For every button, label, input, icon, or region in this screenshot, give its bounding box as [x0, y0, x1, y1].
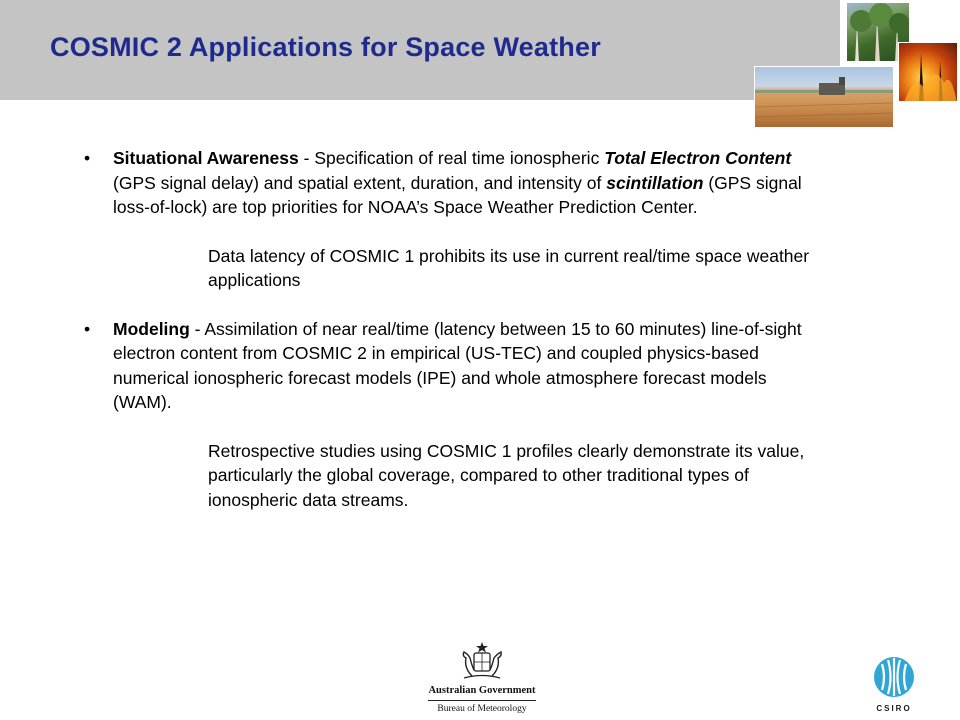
- slide-title: COSMIC 2 Applications for Space Weather: [50, 32, 601, 62]
- coat-of-arms-icon: [452, 640, 512, 682]
- bullet-text: - Assimilation of near real/time (latency between 15 to 60 minutes) line-of-sight electron content from COSMIC 2 in empirical (US-TEC) and coupled physics-based numerical ionospheric forecast models (IPE) and whole atmosphere forecast models (WAM).: [113, 318, 802, 412]
- divider: [428, 700, 536, 701]
- bullet-modeling: [84, 317, 824, 513]
- bullet-marker: •: [84, 318, 91, 339]
- bullet-situational-awareness: [84, 146, 824, 293]
- bullet-text: (GPS signal delay) and spatial extent, duration, and intensity of: [113, 172, 607, 193]
- slide-body: [84, 146, 824, 512]
- bullet-note: Data latency of COSMIC 1 prohibits its use in current real/time space weather applications: [208, 245, 810, 290]
- bureau-label: Bureau of Meteorology: [437, 704, 527, 714]
- bullet-note: Retrospective studies using COSMIC 1 profiles clearly demonstrate its value, particularly the global coverage, compared to other traditional types of ionospheric data streams.: [208, 440, 805, 510]
- bullet-heading: Modeling: [113, 318, 190, 339]
- bushfire-photo: [898, 42, 958, 102]
- australian-government-logo: [424, 640, 540, 720]
- government-label: Australian Government: [428, 685, 536, 696]
- csiro-globe-icon: [872, 654, 916, 702]
- bullet-text: - Specification of real time ionospheric: [298, 148, 605, 168]
- bullet-emphasis: scintillation: [606, 172, 704, 193]
- csiro-label: CSIRO: [876, 704, 912, 713]
- bullet-heading: Situational Awareness: [113, 148, 299, 168]
- bullet-emphasis: Total Electron Content: [604, 148, 792, 168]
- wheat-field-photo: [754, 66, 894, 128]
- bullet-marker: •: [84, 148, 91, 168]
- csiro-logo: [872, 654, 916, 716]
- bullet-text: (GPS signal loss-of-lock) are top priorities for NOAA’s Space Weather Prediction Center.: [113, 172, 802, 217]
